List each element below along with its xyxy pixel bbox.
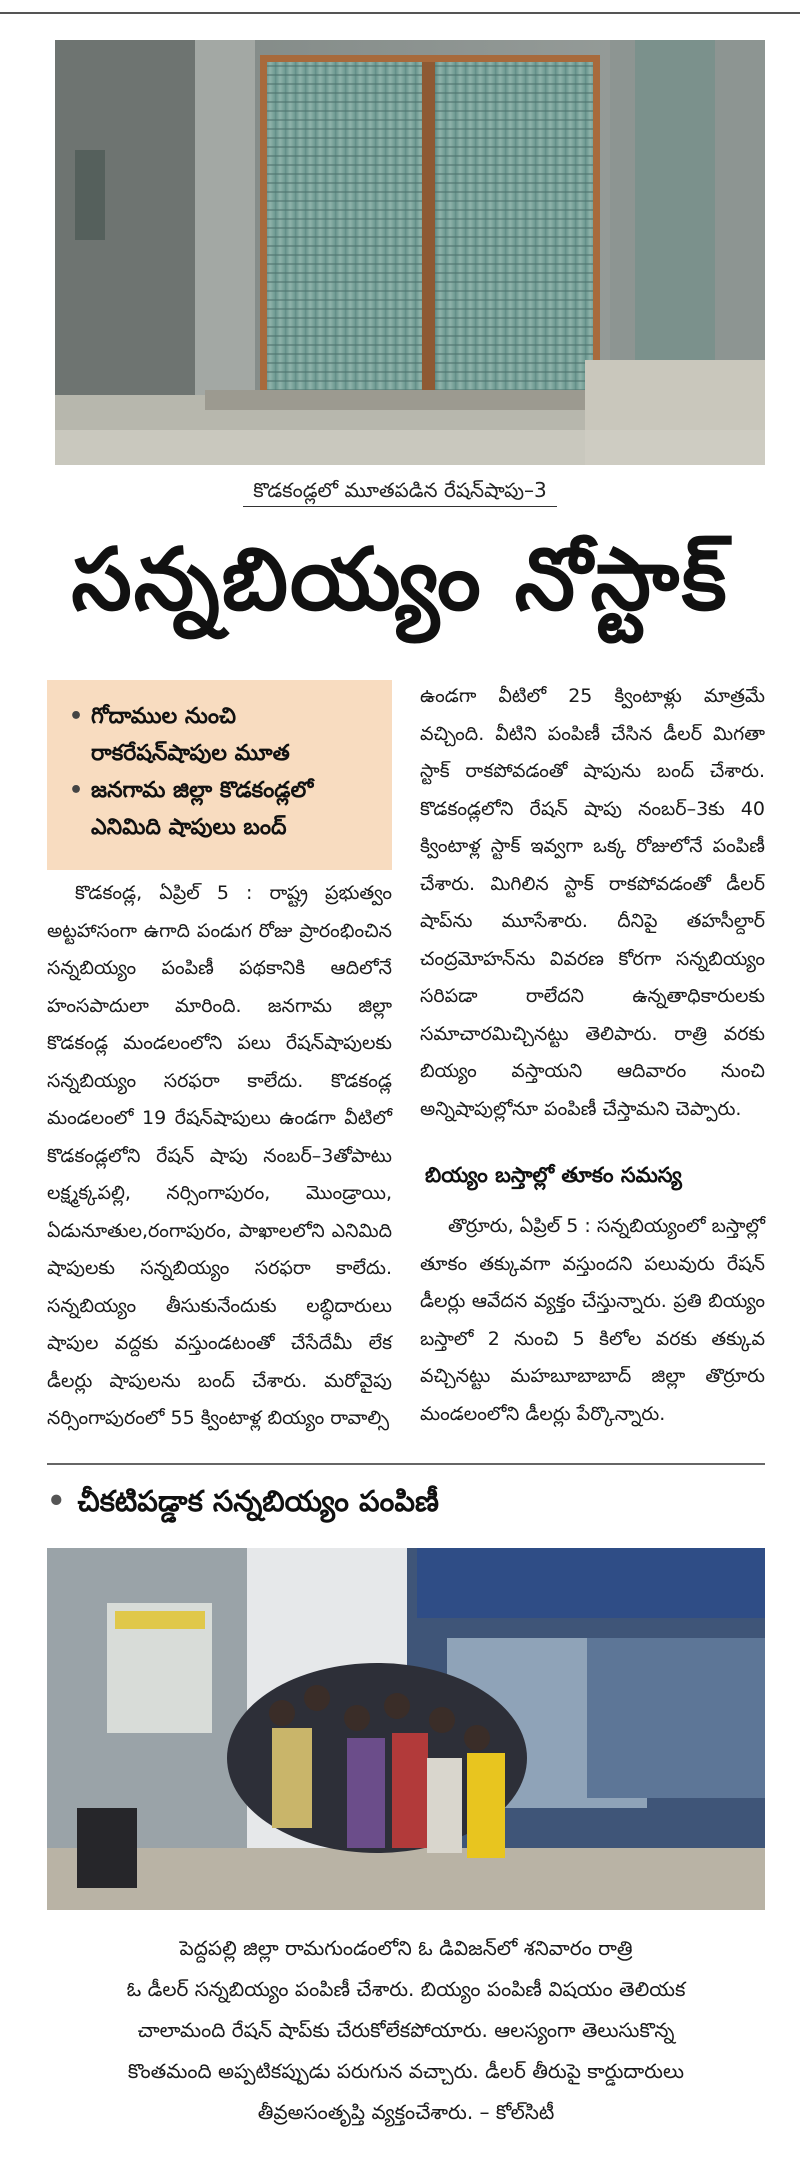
top-rule xyxy=(0,12,800,14)
caption-line: తీవ్రఅసంతృప్తి వ్యక్తంచేశారు. – కోల్‌సిటీ xyxy=(257,2100,555,2124)
sidebar-title: బియ్యం బస్తాల్లో తూకం సమస్య xyxy=(425,1163,682,1187)
caption-line: ఓ డీలర్‌ సన్నబియ్యం పంపిణీ చేశారు. బియ్యం పంపిణీ విషయం తెలియక xyxy=(126,1977,686,2001)
highlight-item: • గోదాముల నుంచి రాకరేషన్‌షాపుల మూత xyxy=(69,698,374,772)
sidebar-text: తొర్రూరు, ఏప్రిల్‌ 5 : సన్నబియ్యంలో బస్తాల్లో తూకం తక్కువగా వస్తుందని పలువురు రేషన్‌ డీలర్లు ఆవేదన వ్యక్తం చేస్తున్నారు. ప్రతి బియ్యం బస్తాలో 2 నుంచి 5 కిలోల వరకు తక్కువ వచ్చినట్టు మహబూబాబాద్‌ జిల్లా తొర్రూరు మండలంలోని డీలర్లు పేర్కొన్నారు. xyxy=(420,1215,765,1425)
night-distribution-photo xyxy=(47,1548,765,1910)
closed-shop-photo xyxy=(55,40,765,465)
bullet-icon: • xyxy=(47,1484,66,1518)
highlight-item: • జనగామ జిల్లా కొడకండ్లలో ఎనిమిది షాపులు బంద్‌ xyxy=(69,772,374,846)
highlight-box xyxy=(47,680,392,870)
top-photo-caption-text: కొడకండ్లలో మూతపడిన రేషన్‌షాపు–3 xyxy=(243,478,557,507)
article-right-column: ఉండగా వీటిలో 25 క్వింటాళ్లు మాత్రమే వచ్చింది. వీటిని పంపిణీ చేసిన డీలర్‌ మిగతా స్టాక్‌ రాకపోవడంతో షాపును బంద్‌ చేశారు. కొడకండ్లలోని రేషన్‌ షాపు నంబర్‌–3కు 40 క్వింటాళ్ల స్టాక్‌ ఇవ్వగా ఒక్క రోజులోనే పంపిణీ చేశారు. మిగిలిన స్టాక్‌ రాకపోవడంతో డీలర్‌ షాప్‌ను మూసేశారు. దీనిపై తహసీల్దార్‌ చంద్రమోహన్‌ను వివరణ కోరగా సన్నబియ్యం సరిపడా రాలేదని ఉన్నతాధికారులకు సమాచారమిచ్చినట్టు తెలిపారు. రాత్రి వరకు బియ్యం వస్తాయని ఆదివారం నుంచి అన్నిషాపుల్లోనూ పంపిణీ చేస్తామని చెప్పారు. xyxy=(420,685,765,1120)
top-photo-caption xyxy=(0,478,800,507)
second-story-title-text: చీకటిపడ్డాక సన్నబియ్యం పంపిణీ xyxy=(77,1484,439,1518)
caption-line: చాలామంది రేషన్‌ షాప్‌కు చేరుకోలేకపోయారు. ఆలస్యంగా తెలుసుకొన్న xyxy=(137,2018,675,2042)
caption-line: పెద్దపల్లి జిల్లా రామగుండంలోని ఓ డివిజన్‌లో శనివారం రాత్రి xyxy=(179,1936,633,1960)
second-story-title xyxy=(47,1484,765,1526)
headline: సన్నబియ్యం నోస్టాక్‌ xyxy=(71,530,729,630)
caption-line: కొంతమంది అప్పటికప్పుడు పరుగున వచ్చారు. డీలర్‌ తీరుపై కార్డుదారులు xyxy=(127,2059,685,2083)
article-left-column: కొడకండ్ల, ఏప్రిల్‌ 5 : రాష్ట్ర ప్రభుత్వం అట్టహాసంగా ఉగాది పండుగ రోజు ప్రారంభించిన సన్నబియ్యం పంపిణీ పథకానికి ఆదిలోనే హంసపాదులా మారింది. జనగామ జిల్లా కొడకండ్ల మండలంలోని పలు రేషన్‌షాపులకు సన్నబియ్యం సరఫరా కాలేదు. కొడకండ్ల మండలంలో 19 రేషన్‌షాపులు ఉండగా వీటిలో కొడకండ్లలోని రేషన్‌ షాపు నంబర్‌–3తోపాటు లక్ష్మక్కపల్లి, నర్సింగాపురం, మొండ్రాయి, ఏడునూతుల,రంగాపురం, పాఖాలలోని ఎనిమిది షాపులకు సన్నబియ్యం సరఫరా కాలేదు. సన్నబియ్యం తీసుకునేందుకు లబ్ధిదారులు షాపుల వద్దకు వస్తుండటంతో చేసేదేమీ లేక డీలర్లు షాపులను బంద్‌ చేశారు. మరోవైపు నర్సింగాపురంలో 55 క్వింటాళ్ల బియ్యం రావాల్సి xyxy=(47,882,392,1429)
bottom-photo-caption xyxy=(47,1928,765,2133)
section-divider xyxy=(47,1463,765,1465)
